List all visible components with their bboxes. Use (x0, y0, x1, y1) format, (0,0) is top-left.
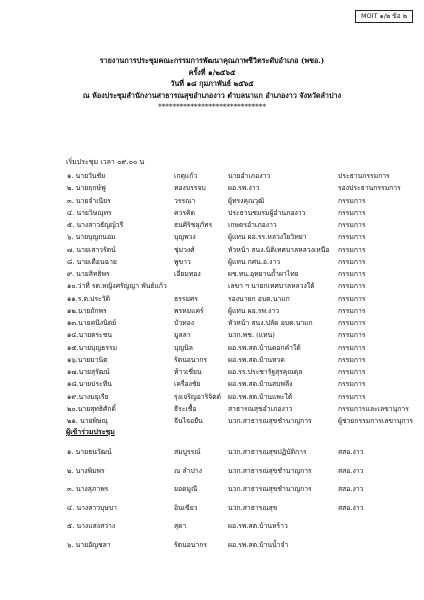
person-role: กรรมการ (338, 282, 366, 291)
member-row (0, 219, 424, 231)
attendee-row (0, 483, 424, 495)
person-name: ๒. นางพิมพร (67, 466, 105, 475)
person-role: สสอ.งาว (338, 448, 364, 456)
person-role: กรรมการ (338, 294, 366, 303)
person-surname: จีนไจอยืน (174, 417, 203, 425)
person-surname: เครื่องชัย (174, 380, 201, 389)
meeting-date: วันที่ ๑๘ กุมภาพันธ์ ๒๕๖๕ (170, 79, 254, 88)
person-name: ๖. นายบุญถนอม (67, 233, 116, 242)
person-surname: รัตนอนากร (174, 541, 208, 549)
person-name: ๔. นายวิษณุทร (67, 208, 112, 217)
member-row (0, 280, 424, 292)
person-position: นวก.พช. (แทน) (228, 331, 275, 340)
person-name: ๑. นายธนวัฒน์ (67, 448, 112, 456)
attendees-section-title: ผู้เข้าร่วมประชุม (66, 427, 115, 436)
person-surname: รุ่งเจริญอาริจิตต์ (174, 392, 222, 401)
attendee-row (0, 465, 424, 477)
attendee-row (0, 539, 424, 551)
person-surname: บุญพวง (174, 233, 196, 242)
person-role: กรรมการ (338, 221, 366, 229)
person-role: กรรมการ (338, 380, 366, 389)
person-surname: สมบูรรณ์ (174, 448, 201, 456)
person-surname: เอี่ยมทอง (174, 270, 201, 278)
person-name: ๔. นางสาวบุษบา (67, 503, 117, 512)
member-row (0, 293, 424, 305)
person-position: รองนายก อบต.นาแก (228, 294, 290, 303)
member-row (0, 329, 424, 341)
person-name: ๑๙.นางมยุเรีย (67, 392, 109, 401)
member-row (0, 354, 424, 366)
member-row (0, 256, 424, 268)
member-row (0, 378, 424, 390)
person-name: ๑๘.นายประทีน (67, 380, 112, 389)
person-role: กรรมการ (338, 392, 366, 401)
person-role: กรรมการและเลขานุการ (338, 404, 409, 413)
person-position: เกษตรอำเภองาว (228, 221, 277, 229)
person-name: ๑๔.นายตระชน (67, 331, 113, 340)
attendee-row (0, 502, 424, 514)
report-header (0, 55, 424, 113)
person-role: กรรมการ (338, 245, 366, 254)
person-position: หัวหน้า สนง.นิติเทศบาลหลวงเหนือ (228, 245, 330, 254)
person-position: ผช.ทน.อุทยานถ้ำผาไทย (228, 270, 299, 278)
person-position: ผอ.รพ.งาว (228, 184, 260, 193)
person-position: ผอ.รพ.สต.บ้านน้ำจำ (228, 541, 289, 549)
person-position: นวก.สาธารณสุขปฏิบัติการ (228, 448, 307, 456)
person-surname: พูขาว (174, 257, 191, 266)
member-row (0, 195, 424, 207)
person-role: กรรมการ (338, 343, 366, 352)
member-row (0, 244, 424, 256)
person-name: ๖. นายอัญชลา (67, 541, 111, 549)
person-position: ผอ.รร.ประชารัฐสุรคุณตุล (228, 368, 303, 376)
person-surname: บัวทอง (174, 319, 195, 327)
person-position: ผอ.รพ.สต.บ้านหร้าว (228, 522, 288, 531)
person-role: กรรมการ (338, 208, 366, 217)
person-position: สาธารณสุขอำเภองาว (228, 404, 293, 413)
person-name: ๙. นายสิทธิพร (67, 270, 110, 278)
person-name: ๓. นางสุภาพร (67, 485, 109, 494)
person-position: ผู้แทน กศน.อ.งาว (228, 257, 281, 266)
person-position: นวก.สาธารณสุขชำนาญการ (228, 466, 312, 475)
person-role: ผู้ช่วยกรรมการเลขานุการ (338, 417, 414, 425)
person-name: ๓. นายจำเนียร (67, 196, 111, 205)
person-surname: ท้าวเชี่ยน (174, 368, 202, 376)
person-name: ๕. นางสาวธัญญ์วรี (67, 221, 124, 229)
person-name: ๑๐.ว่าที่ รต.หญิงศรัญญา พันธ์แก้ว (67, 282, 167, 291)
person-name: ๕. นางแสงสว่าง (67, 522, 116, 531)
person-surname: อินเขียว (174, 503, 198, 512)
person-name: ๑๓.นายคนึงนิตย์ (67, 319, 117, 327)
person-role: กรรมการ (338, 331, 366, 340)
person-surname: ธรรมศร (174, 294, 198, 303)
person-role: กรรมการ (338, 355, 366, 364)
person-position: เลขา ฯ นายกเทศบาลหลวงใต้ (228, 282, 315, 291)
person-position: ผอ.รพ.สต.บ้านแพะใต้ (228, 392, 293, 401)
person-role: กรรมการ (338, 196, 366, 205)
member-row (0, 391, 424, 403)
meeting-number: ครั้งที่ ๑/๒๕๖๕ (188, 67, 236, 77)
member-row (0, 268, 424, 280)
person-role: กรรมการ (338, 233, 366, 242)
person-position: นวก.สาธารณสุขชำนาญการ (228, 485, 312, 494)
person-surname: รัตนอนากร (174, 355, 208, 364)
person-role: กรรมการ (338, 270, 366, 278)
member-row (0, 415, 424, 427)
person-position: ผู้แทน ผอ.รร.หลวงใยวิทยา (228, 233, 307, 242)
person-surname: มูลลา (174, 331, 191, 340)
person-position: นวก.สาธารณสุข (228, 503, 278, 512)
member-row (0, 182, 424, 194)
person-position: ผอ.รพ.สต.บ้านสบพลึง (228, 380, 293, 389)
person-surname: ชุ่มวงศ์ (174, 245, 195, 254)
member-row (0, 317, 424, 329)
person-role: กรรมการ (338, 319, 366, 327)
person-surname: ยอดมูณี (174, 485, 198, 494)
person-name: ๒. นายฤกษ์ฟู (67, 184, 106, 193)
person-name: ๗. นายเสาวรัตน์ (67, 245, 116, 254)
person-role: กรรมการ (338, 306, 366, 315)
attendee-row (0, 520, 424, 532)
person-role: กรรมการ (338, 257, 366, 266)
document-code-badge: MOIT ๑/๒ ข้อ ๒ (355, 10, 413, 23)
meeting-start-time: เริ่มประชุม เวลา ๐๙.๐๐ น (66, 158, 145, 166)
attendee-row (0, 446, 424, 458)
person-name: ๘. นายเดือนฉาย (67, 257, 117, 266)
member-row (0, 342, 424, 354)
person-position: นวก.สาธารณสุขชำนาญการ (228, 417, 312, 425)
person-position: ผอ.รพ.สต.บ้านหวด (228, 355, 285, 364)
header-separator: ****************************** (158, 102, 266, 111)
person-position: นายอำเภองาว (228, 172, 271, 180)
person-position: ผู้ทรงคุณวุฒิ (228, 196, 265, 205)
member-row (0, 305, 424, 317)
person-name: ๒๐.นายสุทธิศักดิ์ (67, 404, 116, 413)
person-surname: พรหมแคร์ (174, 306, 204, 315)
person-surname: ควรคิด (174, 208, 195, 217)
person-position: ประธานชมรมผู้อำนภองาว (228, 208, 306, 217)
person-name: ๒๑. นายพิษณุ (67, 417, 108, 425)
person-surname: บุญนิล (174, 343, 193, 352)
person-name: ๑๖.นายมานิต (67, 355, 108, 364)
person-name: ๑. นายวันชัย (67, 172, 106, 180)
person-surname: สุดา (174, 522, 187, 531)
member-row (0, 207, 424, 219)
person-name: ๑๒.นายถักพร (67, 306, 107, 315)
person-surname: ธนศิริชลุภัทร (174, 221, 213, 229)
person-position: ผอ.รพ.สต.บ้านดอกคำใต้ (228, 343, 301, 352)
person-surname: เกตุแก้ว (174, 172, 198, 180)
report-title: รายงานการประชุมคณะกรรมการพัฒนาคุณภาพชีวิตระดับอำเภอ (พชอ.) (99, 56, 325, 65)
person-surname: ณ ลำปาง (174, 466, 202, 475)
person-surname: ทองบรรจบ (174, 184, 206, 193)
person-name: ๑๕.นายบุญธรรม (67, 343, 118, 352)
person-role: กรรมการ (338, 368, 366, 376)
person-role: สสอ.งาว (338, 466, 364, 475)
member-row (0, 366, 424, 378)
person-name: ๑๑.ร.ต.ประวัติ (67, 294, 111, 303)
member-row (0, 170, 424, 182)
person-surname: วรรณา (174, 196, 196, 205)
person-role: ประธานกรรมการ (338, 172, 390, 180)
person-role: รองประธานกรรมการ (338, 184, 401, 193)
person-position: หัวหน้า สนง.ปลัด อบต.นาแก (228, 319, 313, 327)
person-surname: ธีระเชื้อ (174, 404, 197, 413)
member-row (0, 403, 424, 415)
meeting-location: ณ ห้องประชุมสำนักงานสาธารณสุขอำเภองาว ตำบลนาแก อำเภองาว จังหวัดลำปาง (82, 90, 342, 100)
person-position: ผู้แทน ผอ.รพ.งาว (228, 306, 280, 315)
person-role: สสอ.งาว (338, 503, 364, 512)
member-row (0, 231, 424, 243)
person-name: ๑๗.นายสุรัฒน์ (67, 368, 110, 376)
person-role: สสอ.งาว (338, 485, 364, 494)
